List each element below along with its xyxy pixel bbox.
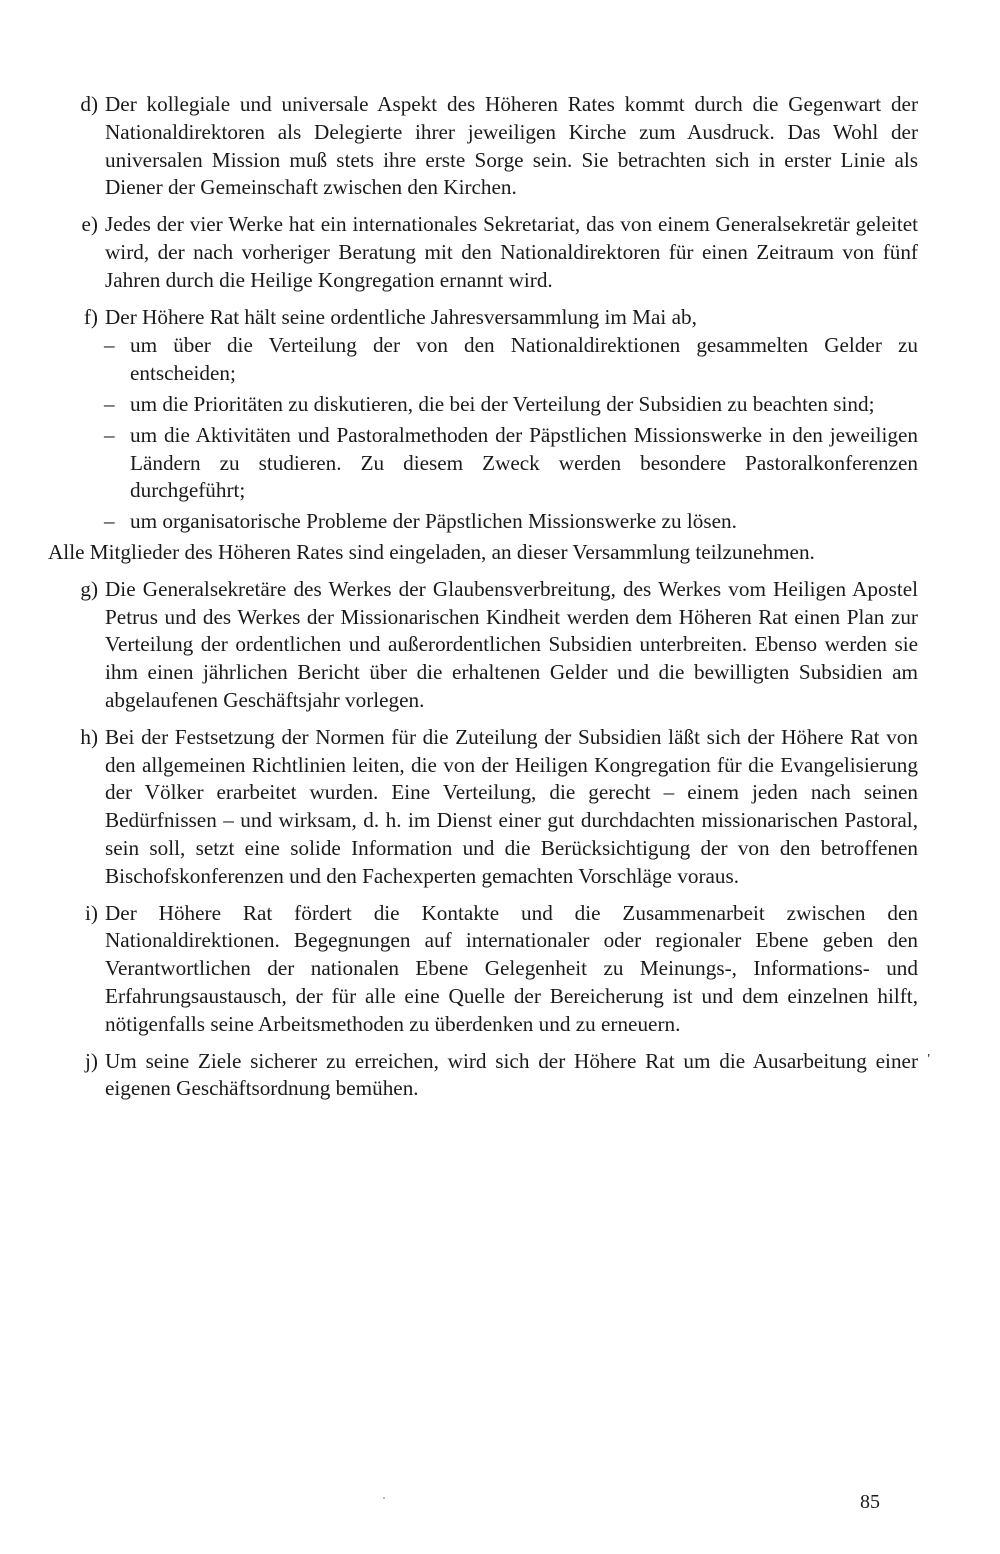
dash-marker: – [104,333,115,358]
item-text: Bei der Festsetzung der Normen für die Zuteilung der Subsidien läßt sich der Höhere Rat von den allgemeinen Richtlinien leiten, die von der Heiligen Kongregation für die Evangelisierung der Völker erarbeitet wurden. Eine Verteilung, die gerecht – einem jeden nach seinen Bedürfnissen – und wirksam, d. h. im Dienst einer gut durchdachten missionarischen Pastoral, sein soll, setzt eine solide Information und die Berücksichtigung der von den betroffenen Bischofskonferenzen und den Fachexperten gemachten Vorschläge voraus. [105,724,918,888]
list-item-j [48,1048,930,1104]
item-label: h) [80,724,98,749]
dash-marker: – [104,391,115,416]
scan-speck [383,1497,385,1499]
stray-mark: ' [927,1051,930,1067]
item-label: j) [85,1048,98,1073]
invitation-paragraph: Alle Mitglieder des Höheren Rates sind eingeladen, an dieser Versammlung teilzunehmen. [48,539,815,564]
list-item-g [48,576,918,715]
item-text: Um seine Ziele sicherer zu erreichen, wird sich der Höhere Rat um die Ausarbeitung einer eigenen Geschäftsordnung bemühen. [105,1048,918,1101]
list-item-h [48,724,918,891]
item-label: g) [80,576,98,601]
item-text: Der Höhere Rat fördert die Kontakte und die Zusammenarbeit zwischen den Nationaldirektionen. Begegnungen auf internationaler oder regionaler Ebene geben den Verantwortlichen der nationalen Ebene Gelegenheit zu Meinungs-, Informations- und Erfahrungsaustausch, der für alle eine Quelle der Bereicherung ist und dem einzelnen hilft, nötigenfalls seine Arbeitsmethoden zu überdenken und zu erneuern. [105,900,918,1036]
sub-item [48,422,918,505]
list-item-d [48,91,918,202]
item-text: Der Höhere Rat hält seine ordentliche Jahresversammlung im Mai ab, [105,304,697,329]
dash-marker: – [104,422,115,447]
item-label: d) [80,92,98,116]
sub-item [48,332,918,388]
list-item-e [48,211,918,294]
item-text: Der kollegiale und universale Aspekt des Höheren Rates kommt durch die Gegenwart der Nationaldirektoren als Delegierte ihrer jeweiligen Kirche zum Ausdruck. Das Wohl der universalen Mission muß stets ihre erste Sorge sein. Sie betrachten sich in erster Linie als Diener der Gemeinschaft zwischen den Kirchen. [105,92,918,200]
sub-item [48,391,918,419]
sub-item-text: um organisatorische Probleme der Päpstlichen Missionswerke zu lösen. [130,509,737,534]
list-item-f [48,304,918,332]
item-label: e) [81,212,98,237]
item-label: i) [85,900,98,925]
item-label: f) [83,304,98,329]
dash-marker: – [104,509,115,534]
item-text: Jedes der vier Werke hat ein internationales Sekretariat, das von einem Generalsekretär geleitet wird, der nach vorheriger Beratung mit den Nationaldirektoren für einen Zeitraum von fünf Jahren durch die Heilige Kongregation ernannt wird. [105,212,918,292]
page-number: 85 [860,1491,880,1513]
sub-item-text: um die Aktivitäten und Pastoralmethoden der Päpstlichen Missionswerke in den jeweiligen Ländern zu studieren. Zu diesem Zweck werden besondere Pastoralkonferenzen durchgeführt; [130,422,918,503]
sub-item-text: um über die Verteilung der von den Nationaldirektionen gesammelten Gelder zu entscheiden; [130,333,918,386]
item-text: Die Generalsekretäre des Werkes der Glaubensverbreitung, des Werkes vom Heiligen Apostel Petrus und des Werkes der Missionarischen Kindheit werden dem Höheren Rat einen Plan zur Verteilung der ordentlichen und außerordentlichen Subsidien unterbreiten. Ebenso werden sie ihm einen jährlichen Bericht über die erhaltenen Gelder und die bewilligten Subsidien am abgelaufenen Geschäftsjahr vorlegen. [105,576,918,712]
page-body [48,91,930,1112]
list-item-i [48,900,918,1039]
sub-item [48,508,918,536]
sub-item-text: um die Prioritäten zu diskutieren, die bei der Verteilung der Subsidien zu beachten sind; [130,391,875,416]
